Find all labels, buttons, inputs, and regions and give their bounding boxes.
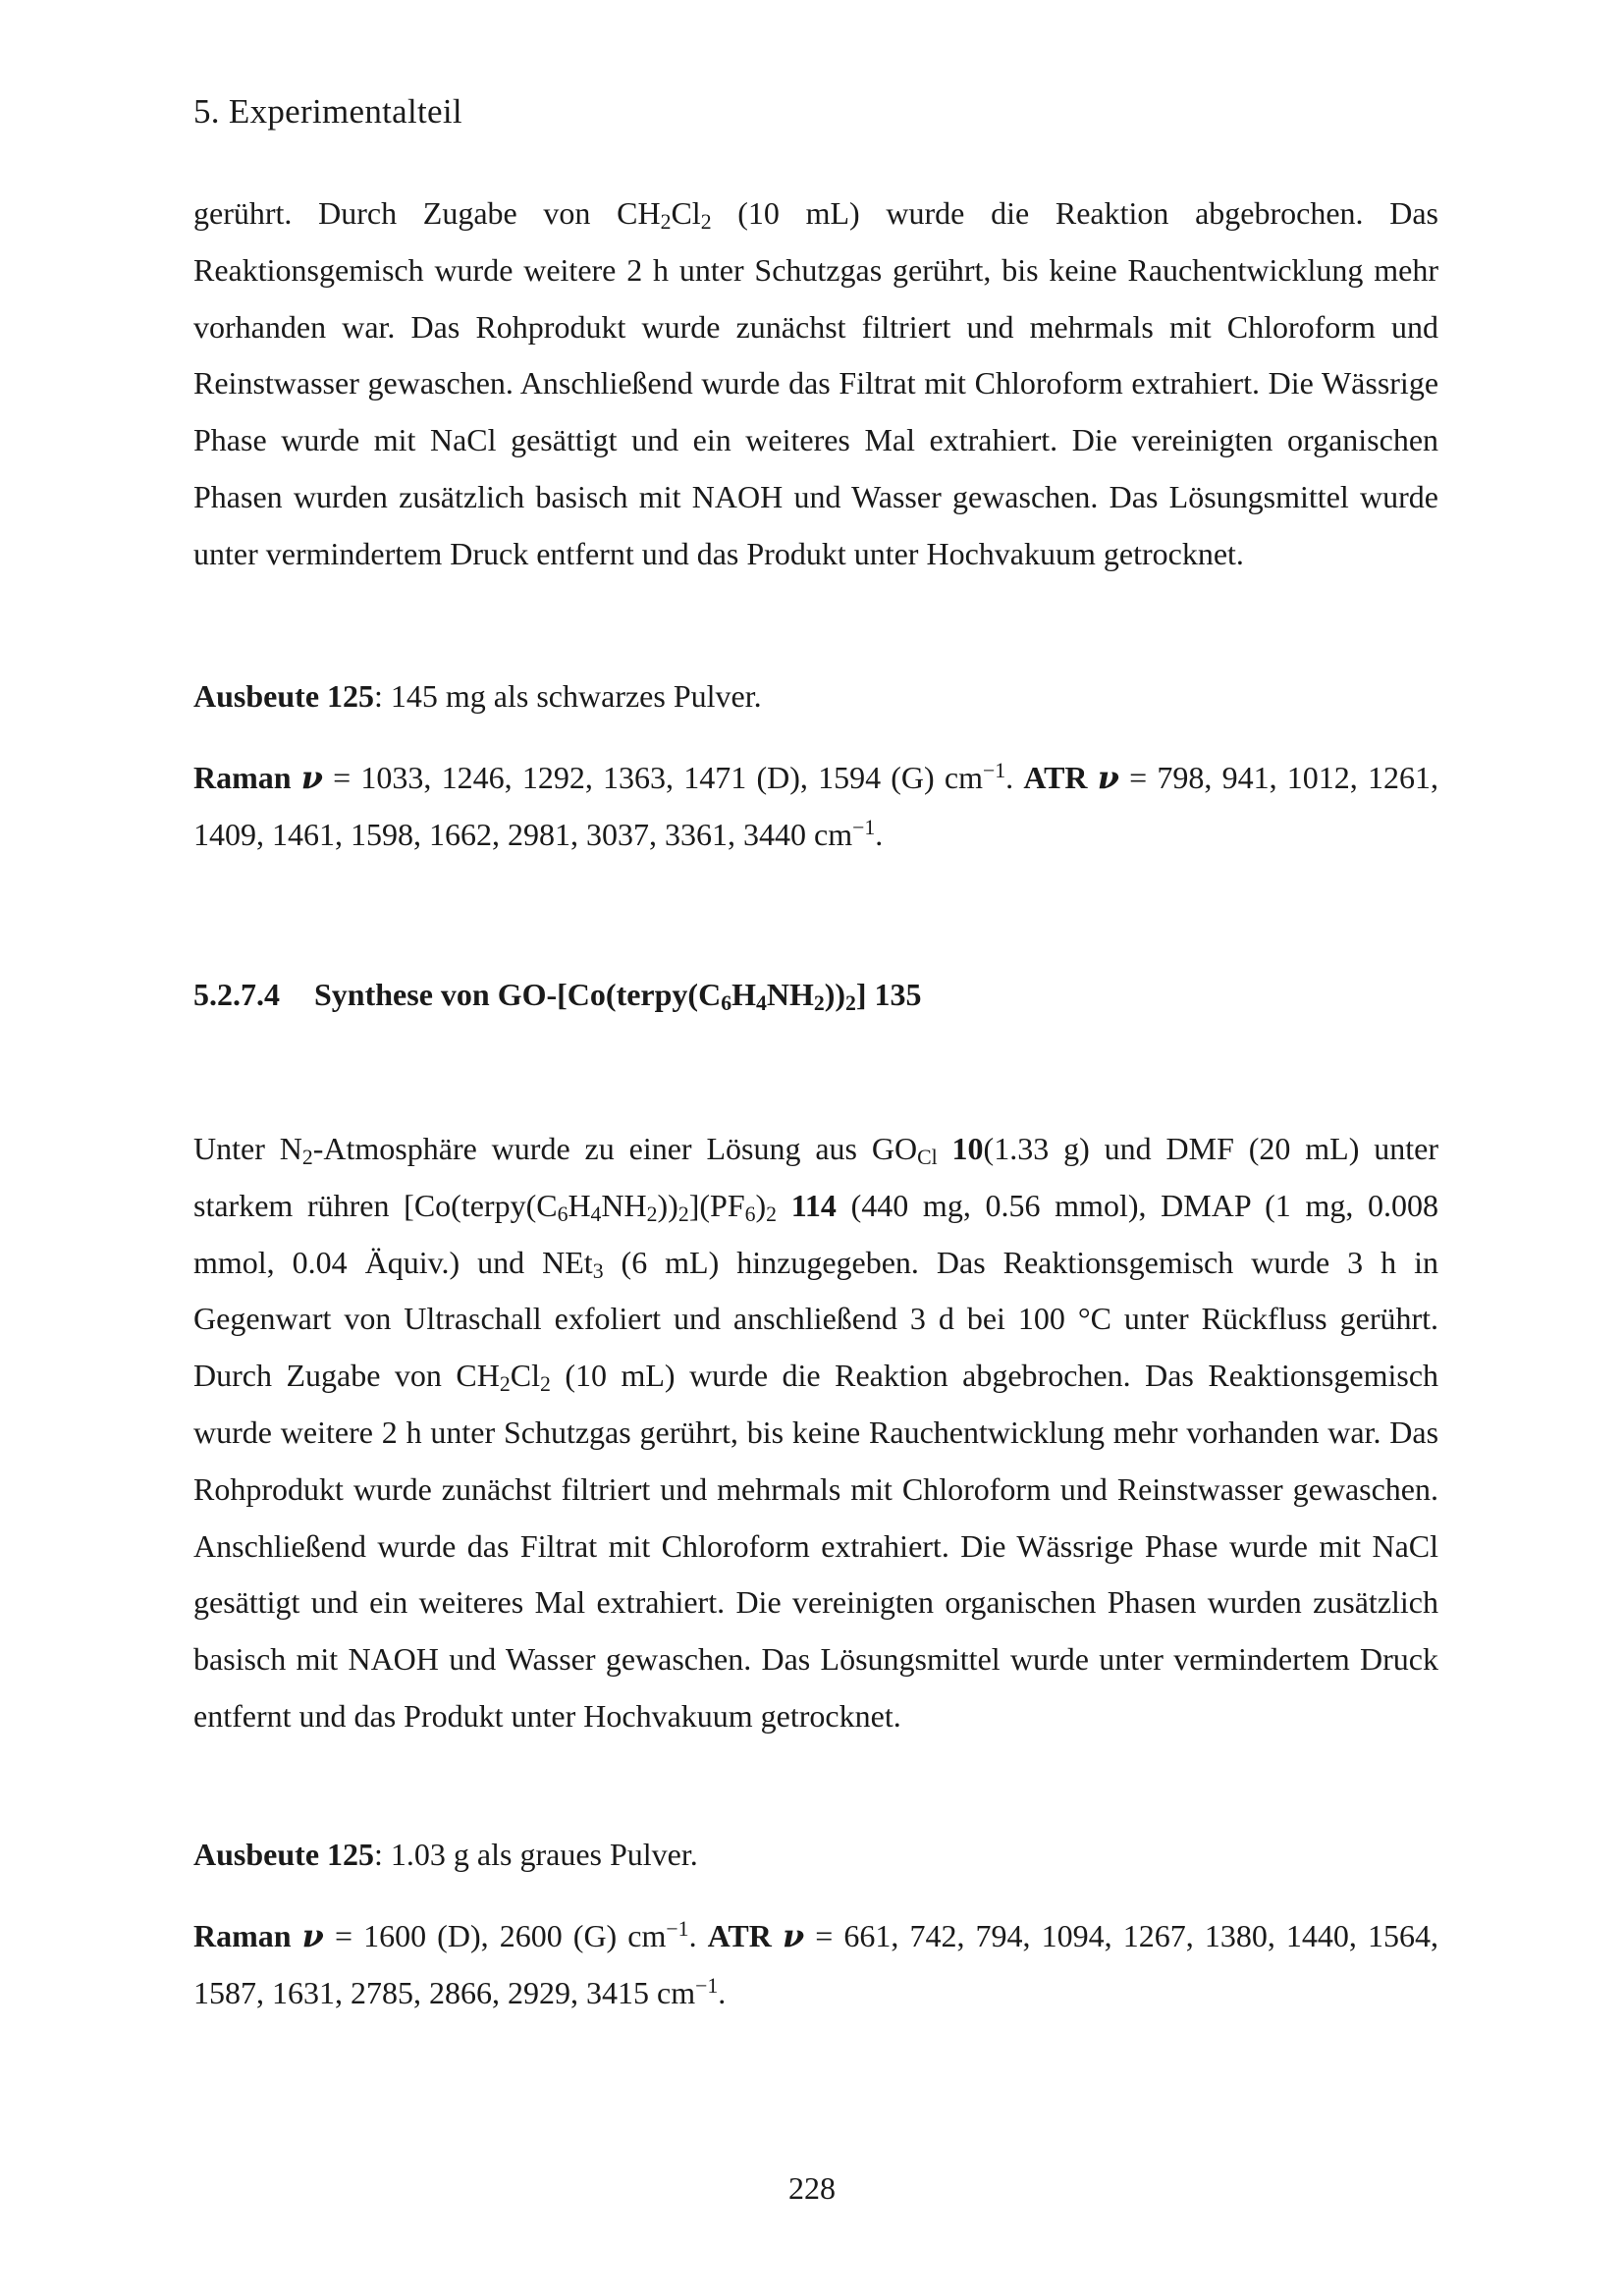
text-line: mehr vorhanden war. Das Rohprodukt wurde zunächst filtriert und mehrmals mit Chloroform <box>193 1414 1439 1507</box>
raman-label: Raman <box>193 1918 292 1953</box>
text-line: mehr vorhanden war. Das Rohprodukt wurde zunächst filtriert und mehrmals mit Chloroform <box>193 251 1439 345</box>
yield-label: Ausbeute 125 <box>193 678 375 714</box>
text-line: und Reinstwasser gewaschen. Anschließend wurde das Filtrat mit Chloroform extrahiert. Die <box>193 308 1439 401</box>
procedure-paragraph <box>193 1121 1438 1745</box>
unit-exponent: −1 <box>982 759 1006 783</box>
unit-exponent: −1 <box>852 815 876 839</box>
text-line: organischen Phasen wurden zusätzlich basisch mit NAOH und Wasser gewaschen. Das <box>193 422 1439 514</box>
period: . <box>875 816 884 852</box>
period: . <box>718 1974 727 2010</box>
text-line: Wässrige Phase wurde mit NaCl gesättigt und ein weiteres Mal extrahiert. Die vereinigten <box>193 365 1439 458</box>
text-line: Lösungsmittel wurde unter vermindertem Druck entfernt und das Produkt unter Hochvakuum <box>193 478 1439 571</box>
atr-values: = 661, 742, 794, 1094, 1267, 1380, 1440, 1564, 1587, 1631, 2785, 2866, 2929, 3415 cm <box>193 1918 1439 2010</box>
spectroscopy-data <box>193 750 1438 864</box>
text-line: in Gegenwart von Ultraschall exfoliert und anschließend 3 d bei 100 °C unter Rückfluss <box>193 1244 1439 1337</box>
yield-label: Ausbeute 125 <box>193 1837 375 1872</box>
text-line: gerührt. Durch Zugabe von $CH_2Cl_2$ (10 mL) wurde die Reaktion abgebrochen. Das <box>193 1301 1439 1396</box>
yield-text: : 1.03 g als graues Pulver. <box>374 1837 698 1872</box>
unit-exponent: −1 <box>695 1973 719 1998</box>
text-line: starkem rühren $[Co(terpy(C_6H_4NH_2))_2](PF_6)_2$ 114 (440 mg, 0.56 mmol), DMAP (1 mg, <box>193 1187 1354 1226</box>
text-line: getrocknet. <box>760 1697 901 1734</box>
period: . <box>1005 760 1014 795</box>
text-line: und Reinstwasser gewaschen. Anschließend wurde das Filtrat mit Chloroform extrahiert. Die <box>193 1470 1438 1564</box>
paragraph-continuation <box>193 186 1438 583</box>
text-line: organischen Phasen wurden zusätzlich basisch mit NAOH und Wasser gewaschen. Das <box>193 1584 1439 1678</box>
yield-text: : 145 mg als schwarzes Pulver. <box>374 678 762 714</box>
atr-values: = 798, 941, 1012, 1261, 1409, 1461, 1598, 1662, 2981, 3037, 3361, 3440 cm <box>193 760 1438 852</box>
text-line: Reaktionsgemisch wurde weitere 2 h unter Schutzgas gerührt, bis keine Rauchentwicklung <box>193 1358 1439 1450</box>
text-line: Reaktionsgemisch wurde weitere 2 h unter Schutzgas gerührt, bis keine Rauchentwicklung <box>193 251 1364 288</box>
page-number: 228 <box>788 2170 836 2206</box>
raman-values: = 1600 (D), 2600 (G) cm <box>323 1918 667 1953</box>
atr-label: ATR <box>1023 760 1088 795</box>
yield-line <box>193 1827 1438 1884</box>
text-line: getrocknet. <box>1103 535 1244 571</box>
atr-label: ATR <box>707 1918 772 1953</box>
spectroscopy-data <box>193 1908 1438 2022</box>
text-line: 0.008 mmol, 0.04 Äquiv.) und NEt$_3$ (6 mL) hinzugegeben. Das Reaktionsgemisch wurde 3 h <box>193 1187 1438 1283</box>
text-line: gerührt. Durch Zugabe von $CH_2Cl_2$ (10 mL) wurde die Reaktion abgebrochen. Das <box>193 195 1439 234</box>
section-heading <box>193 977 922 1013</box>
section-title: Synthese von $GO-[Co(terpy(C_6H_4NH_2))_2]$ 135 <box>314 977 922 1015</box>
text-line: Wässrige Phase wurde mit NaCl gesättigt und ein weiteres Mal extrahiert. Die vereinigten <box>193 1527 1439 1621</box>
nu-symbol: ν <box>1097 759 1119 796</box>
text-line: Unter $N_2$-Atmosphäre wurde zu einer Lösung aus $GO_{Cl}$ 10(1.33 g) und DMF (20 mL) unter <box>193 1131 1439 1169</box>
nu-symbol: ν <box>300 759 323 796</box>
text-line: Lösungsmittel wurde unter vermindertem Druck entfernt und das Produkt unter Hochvakuum <box>193 1641 1439 1734</box>
raman-label: Raman <box>193 760 292 795</box>
section-number: 5.2.7.4 <box>193 977 280 1012</box>
nu-symbol: ν <box>301 1917 324 1954</box>
running-header: 5. Experimentalteil <box>193 92 462 131</box>
period: . <box>688 1918 697 1953</box>
nu-symbol: ν <box>782 1917 805 1954</box>
unit-exponent: −1 <box>666 1917 689 1942</box>
yield-line <box>193 668 1438 725</box>
raman-values: = 1033, 1246, 1292, 1363, 1471 (D), 1594 (G) cm <box>322 760 983 795</box>
